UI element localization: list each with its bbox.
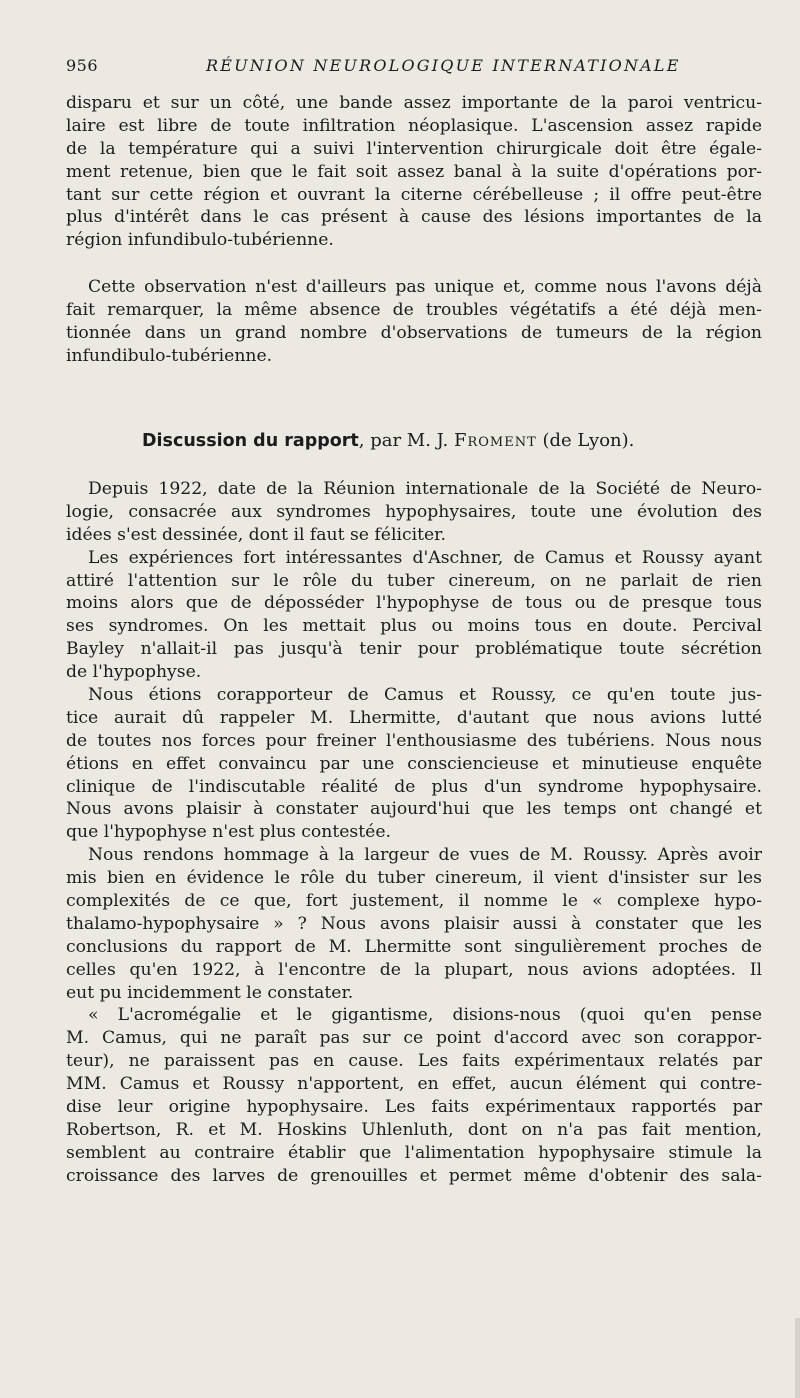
section-heading [142, 430, 742, 451]
text-line: plus d'intérêt dans le cas présent à cause des lésions importantes de la [66, 207, 762, 228]
text-line: mis bien en évidence le rôle du tuber cinereum, il vient d'insister sur les [66, 868, 762, 889]
text-line: Nous étions corapporteur de Camus et Roussy, ce qu'en toute jus- [88, 685, 762, 706]
text-line: ment retenue, bien que le fait soit assez banal à la suite d'opérations por- [66, 161, 762, 182]
text-line: étions en effet convaincu par une consciencieuse et minutieuse enquête [66, 753, 762, 774]
text-line: fait remarquer, la même absence de troubles végétatifs a été déjà men- [66, 299, 762, 320]
text-line: conclusions du rapport de M. Lhermitte sont singulièrement proches de [66, 936, 762, 957]
text-line: eut pu incidemment le constater. [66, 982, 354, 1003]
text-line: tice aurait dû rappeler M. Lhermitte, d'autant que nous avions lutté [66, 707, 762, 728]
text-line: ses syndromes. On les mettait plus ou moins tous en doute. Percival [66, 616, 762, 637]
text-line: clinique de l'indiscutable réalité de plus d'un syndrome hypophysaire. [66, 776, 762, 797]
text-line: tant sur cette région et ouvrant la citerne cérébelleuse ; il offre peut-être [66, 184, 762, 205]
text-line: moins alors que de déposséder l'hypophyse de tous ou de presque tous [66, 593, 762, 614]
section-place: (de Lyon). [536, 430, 635, 451]
text-line: idées s'est dessinée, dont il faut se féliciter. [66, 524, 446, 545]
text-line: Cette observation n'est d'ailleurs pas unique et, comme nous l'avons déjà [88, 277, 762, 297]
text-line: de la température qui a suivi l'intervention chirurgicale doit être égale- [66, 138, 762, 159]
paragraph [66, 547, 762, 684]
text-line: tionnée dans un grand nombre d'observations de tumeurs de la région [66, 322, 762, 343]
text-line: logie, consacrée aux syndromes hypophysaires, toute une évolution des [66, 501, 762, 522]
text-line: dise leur origine hypophysaire. Les faits expérimentaux rapportés par [66, 1097, 762, 1118]
paragraph [66, 684, 762, 844]
section-title: Discussion du rapport [142, 431, 359, 451]
text-line: thalamo-hypophysaire » ? Nous avons plaisir aussi à constater que les [66, 913, 762, 934]
paragraph-top-2 [66, 276, 762, 368]
text-line: de toutes nos forces pour freiner l'enthousiasme des tubériens. Nous nous [66, 730, 762, 751]
text-line: laire est libre de toute infiltration néoplasique. L'ascension assez rapide [66, 115, 762, 136]
text-line: croissance des larves de grenouilles et permet même d'obtenir des sala- [66, 1165, 762, 1186]
paragraph [66, 478, 762, 547]
page-edge-shadow [795, 1318, 800, 1398]
text-line: Depuis 1922, date de la Réunion internationale de la Société de Neuro- [88, 479, 762, 499]
paragraph-top-1 [66, 92, 762, 252]
text-line: Bayley n'allait-il pas jusqu'à tenir pour problématique toute sécrétion [66, 639, 762, 660]
text-line: Robertson, R. et M. Hoskins Uhlenluth, dont on n'a pas fait mention, [66, 1119, 762, 1140]
text-line: celles qu'en 1922, à l'encontre de la plupart, nous avions adoptées. Il [66, 959, 762, 980]
text-line: disparu et sur un côté, une bande assez importante de la paroi ventricu- [66, 93, 762, 113]
section-author: Froment [453, 430, 537, 451]
text-line: de l'hypophyse. [66, 662, 202, 683]
paragraph [66, 844, 762, 1004]
text-line: MM. Camus et Roussy n'apportent, en effet, aucun élément qui contre- [66, 1074, 762, 1095]
text-line: Nous avons plaisir à constater aujourd'hui que les temps ont changé et [66, 799, 762, 820]
text-line: semblent au contraire établir que l'alimentation hypophysaire stimule la [66, 1142, 762, 1163]
text-line: Nous rendons hommage à la largeur de vues de M. Roussy. Après avoir [88, 845, 762, 866]
text-line: M. Camus, qui ne paraît pas sur ce point d'accord avec son corappor- [66, 1028, 762, 1049]
paragraph [66, 1004, 762, 1187]
text-line: complexités de ce que, fort justement, il nomme le « complexe hypo- [66, 891, 762, 912]
running-title: RÉUNION NEUROLOGIQUE INTERNATIONALE [206, 56, 681, 75]
text-line: infundibulo-tubérienne. [66, 345, 273, 366]
page-number: 956 [66, 56, 99, 75]
text-line: teur), ne paraissent pas en cause. Les faits expérimentaux relatés par [66, 1051, 762, 1072]
discussion-body [66, 478, 762, 1188]
text-line: que l'hypophyse n'est plus contestée. [66, 822, 391, 843]
text-line: région infundibulo-tubérienne. [66, 230, 334, 251]
text-line: Les expériences fort intéressantes d'Aschner, de Camus et Roussy ayant [88, 547, 762, 568]
page-header [66, 56, 756, 80]
section-by: , par M. J. [358, 430, 454, 451]
text-line: « L'acromégalie et le gigantisme, disions-nous (quoi qu'en pense [88, 1005, 762, 1026]
text-line: attiré l'attention sur le rôle du tuber cinereum, on ne parlait de rien [66, 570, 762, 591]
